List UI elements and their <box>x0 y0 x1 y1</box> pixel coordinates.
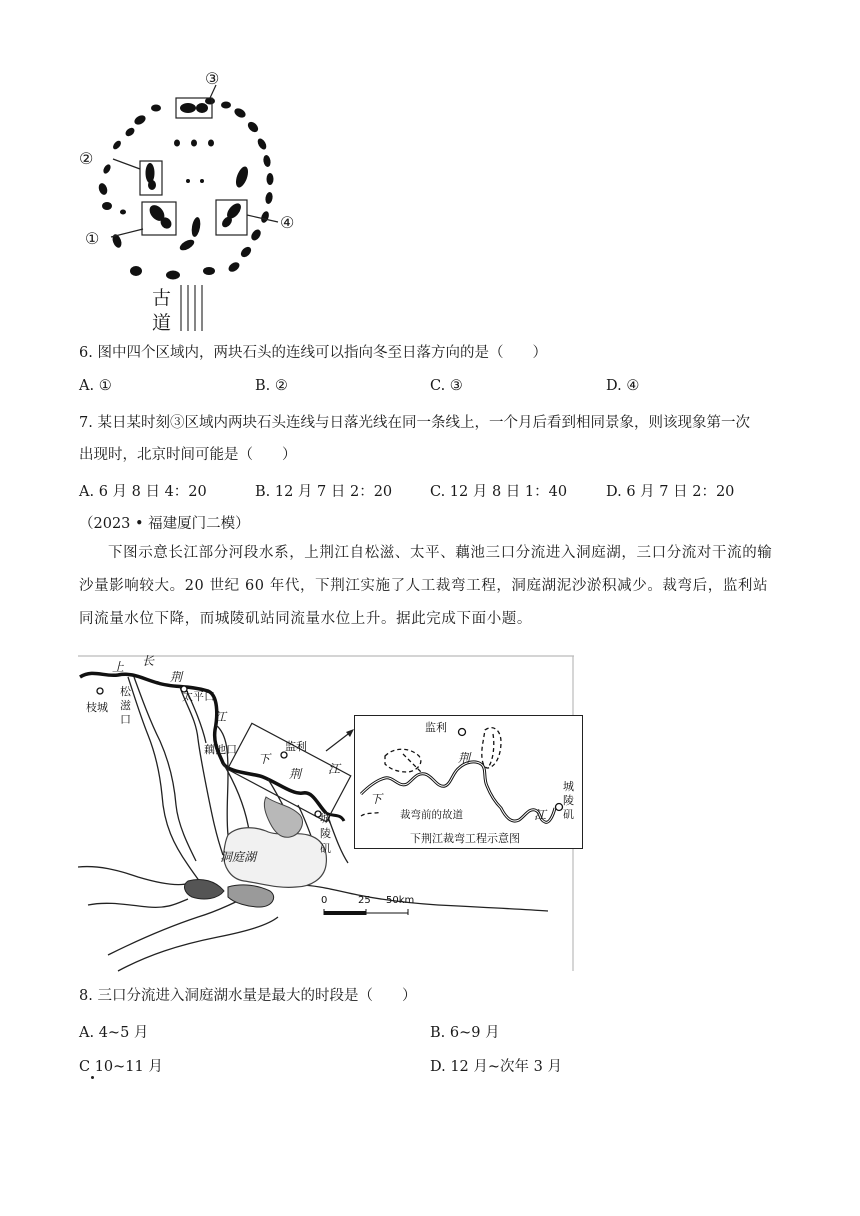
q8-option-d[interactable]: D. 12 月~次年 3 月 <box>430 1059 562 1075</box>
reading-passage: 下图示意长江部分河段水系，上荆江自松滋、太平、藕池三口分流进入洞庭湖，三口分流对干流的输沙量影响较大。20 世纪 60 年代，下荆江实施了人工裁弯工程，洞庭湖泥沙淤积减少。裁弯后，监利站同流量水位下降，而城陵矶站同流量水位上升。据此完成下面小题。 <box>79 545 773 627</box>
marker-2: ② <box>79 149 94 168</box>
stray-dot <box>91 1076 94 1079</box>
label-dongtinghu: 洞庭湖 <box>220 850 257 864</box>
inset-map-svg <box>355 716 582 848</box>
scale-50km: 50km <box>386 895 415 906</box>
q6-option-c[interactable]: C. ③ <box>430 378 463 394</box>
q7-option-c[interactable]: C. 12 月 8 日 1：40 <box>430 484 568 500</box>
inset-legend-old-channel: 裁弯前的故道 <box>400 809 463 821</box>
label-jianli: 监利 <box>285 740 307 753</box>
label-jing: 荆 <box>170 670 183 684</box>
q6-option-d[interactable]: D. ④ <box>606 378 640 394</box>
label-chenglingji-2: 陵 <box>320 827 331 840</box>
label-xia: 下 <box>258 752 271 766</box>
q7-option-d[interactable]: D. 6 月 7 日 2：20 <box>606 484 735 500</box>
scale-25: 25 <box>358 895 371 906</box>
stone-circle-figure <box>70 65 320 335</box>
label-jiang2: 江 <box>328 762 341 776</box>
label-zhicheng: 枝城 <box>86 701 108 714</box>
label-songzi-3: 口 <box>120 713 131 726</box>
label-shang: 上 <box>112 660 125 674</box>
inset-label-jing: 荆 <box>458 751 471 765</box>
q6-option-a[interactable]: A. ① <box>79 378 112 394</box>
label-songzi-2: 滋 <box>120 699 131 712</box>
q8-stem: 8. 三口分流进入洞庭湖水量是最大的时段是（ ） <box>79 988 417 1004</box>
q8-option-a[interactable]: A. 4~5 月 <box>79 1025 149 1041</box>
inset-label-xia: 下 <box>370 792 383 806</box>
road-label-1: 古 <box>152 287 172 309</box>
inset-label-chenglingji-3: 矶 <box>563 808 574 821</box>
q7-stem-line2: 出现时，北京时间可能是（ ） <box>79 447 297 463</box>
road-label-2: 道 <box>152 312 172 334</box>
label-jing2: 荆 <box>289 767 302 781</box>
inset-title: 下荆江裁弯工程示意图 <box>410 832 520 845</box>
scale-0: 0 <box>321 895 328 906</box>
marker-4: ④ <box>280 213 295 232</box>
q8-option-c[interactable]: C 10~11 月 <box>79 1059 163 1075</box>
q7-option-a[interactable]: A. 6 月 8 日 4：20 <box>79 484 207 500</box>
inset-label-chenglingji-1: 城 <box>563 780 574 793</box>
marker-3: ③ <box>205 69 220 88</box>
inset-map <box>354 715 583 849</box>
label-chang: 长 <box>142 654 155 668</box>
label-jiang: 江 <box>214 710 227 724</box>
label-ouchikou: 藕池口 <box>204 743 237 756</box>
inset-label-chenglingji-2: 陵 <box>563 794 574 807</box>
label-songzi-1: 松 <box>120 685 131 698</box>
inset-label-jianli: 监利 <box>425 721 447 734</box>
marker-1: ① <box>85 229 100 248</box>
stone-circle-svg <box>70 65 320 335</box>
source-note: （2023 • 福建厦门二模） <box>79 516 250 532</box>
q7-option-b[interactable]: B. 12 月 7 日 2：20 <box>255 484 393 500</box>
label-taipingkou: 太平口 <box>182 690 215 703</box>
label-chenglingji-3: 矶 <box>320 842 331 855</box>
inset-label-jiang: 江 <box>534 808 547 822</box>
q6-option-b[interactable]: B. ② <box>255 378 288 394</box>
q8-option-b[interactable]: B. 6~9 月 <box>430 1025 500 1041</box>
q6-stem: 6. 图中四个区域内，两块石头的连线可以指向冬至日落方向的是（ ） <box>79 345 547 361</box>
q7-stem-line1: 7. 某日某时刻③区域内两块石头连线与日落光线在同一条线上，一个月后看到相同景象，则该现象第一次 <box>79 415 750 431</box>
label-chenglingji-1: 城 <box>320 812 331 825</box>
